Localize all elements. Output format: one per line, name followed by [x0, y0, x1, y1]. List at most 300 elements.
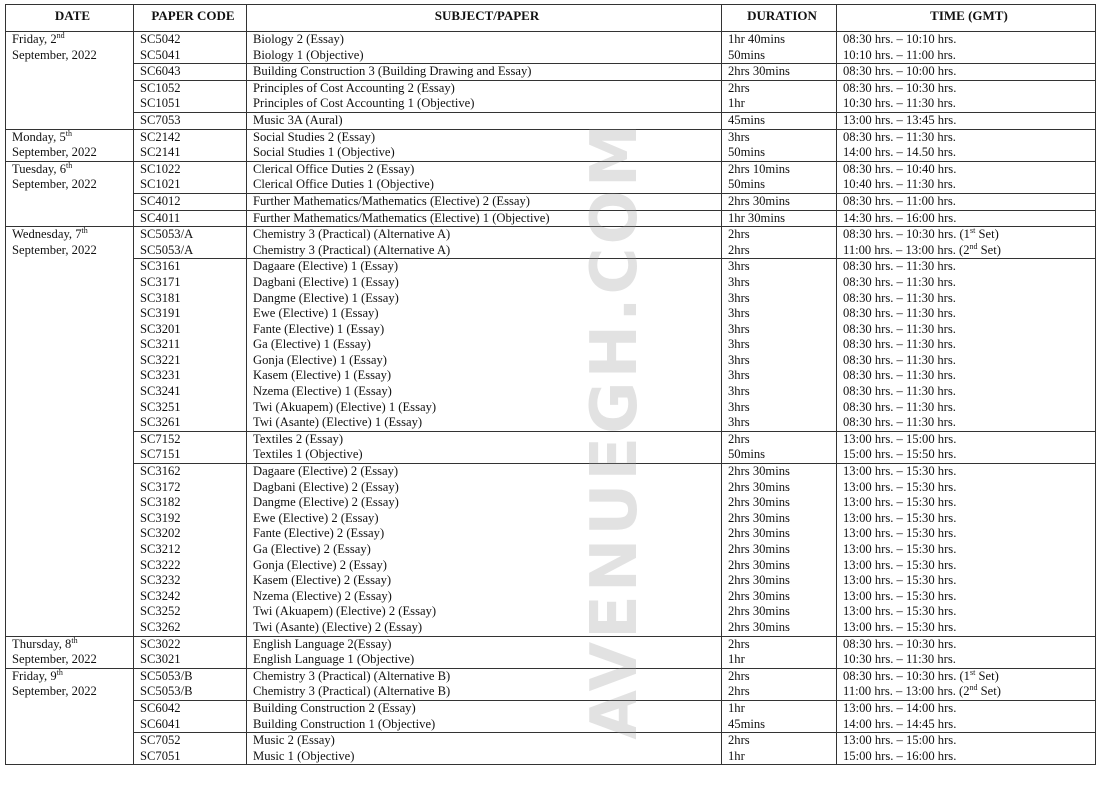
paper-code	[140, 177, 246, 193]
duration-value-text: 3hrs	[728, 259, 750, 274]
subject-name	[253, 211, 721, 227]
time-value	[843, 177, 1095, 193]
paper-code-text: SC5053/B	[140, 684, 193, 699]
subject-name	[253, 589, 721, 605]
subject-name	[253, 353, 721, 369]
time-value	[843, 480, 1095, 496]
time-value-text: 13:00 hrs. – 15:30 hrs.	[843, 510, 957, 525]
paper-code	[140, 432, 246, 448]
duration-value-text: 2hrs 30mins	[728, 495, 790, 510]
paper-code	[140, 275, 246, 291]
time-value	[843, 400, 1095, 416]
date-month-year: September, 2022	[12, 145, 97, 160]
paper-code	[140, 32, 246, 48]
paper-code	[140, 573, 246, 589]
duration-value-text: 2hrs	[728, 431, 750, 446]
time-value	[843, 604, 1095, 620]
paper-code-text: SC5053/A	[140, 242, 194, 257]
paper-code-text: SC3171	[140, 274, 181, 289]
time-cell	[837, 210, 1096, 227]
duration-value	[728, 322, 836, 338]
duration-value	[728, 542, 836, 558]
subject-cell	[247, 112, 722, 129]
duration-value	[728, 717, 836, 733]
duration-value-text: 2hrs 30mins	[728, 604, 790, 619]
duration-value	[728, 145, 836, 161]
paper-code-text: SC3242	[140, 588, 181, 603]
duration-value	[728, 353, 836, 369]
time-value-text: 08:30 hrs. – 11:30 hrs.	[843, 368, 956, 383]
paper-code	[140, 211, 246, 227]
subject-name	[253, 415, 721, 431]
subject-name-text: Further Mathematics/Mathematics (Elective) 1 (Objective)	[253, 210, 550, 225]
watermark-text: AVENUEGH.COM	[578, 120, 652, 740]
subject-name-text: Twi (Asante) (Elective) 1 (Essay)	[253, 415, 423, 430]
paper-code-cell	[134, 464, 247, 637]
duration-value	[728, 32, 836, 48]
subject-name-text: Music 2 (Essay)	[253, 733, 335, 748]
table-row	[6, 431, 1096, 463]
subject-name-text: Clerical Office Duties 2 (Essay)	[253, 161, 415, 176]
paper-code	[140, 495, 246, 511]
time-value	[843, 542, 1095, 558]
paper-code-text: SC3221	[140, 352, 181, 367]
duration-value-text: 2hrs	[728, 684, 750, 699]
date-suffix: th	[66, 161, 73, 170]
subject-name-text: Building Construction 3 (Building Drawing and Essay)	[253, 64, 532, 79]
duration-value	[728, 194, 836, 210]
time-value	[843, 733, 1095, 749]
time-value	[843, 81, 1095, 97]
date-month-year: September, 2022	[12, 47, 97, 62]
duration-value-text: 3hrs	[728, 368, 750, 383]
paper-code	[140, 337, 246, 353]
time-cell	[837, 227, 1096, 259]
time-value	[843, 447, 1095, 463]
paper-code	[140, 243, 246, 259]
time-value-text: 08:30 hrs. – 11:30 hrs.	[843, 352, 956, 367]
paper-code-cell	[134, 259, 247, 432]
subject-name-text: Twi (Akuapem) (Elective) 1 (Essay)	[253, 399, 437, 414]
duration-value-text: 3hrs	[728, 337, 750, 352]
date-month-year: September, 2022	[12, 242, 97, 257]
time-value-text: 08:30 hrs. – 11:30 hrs.	[843, 399, 956, 414]
paper-code-text: SC3241	[140, 384, 181, 399]
duration-value	[728, 432, 836, 448]
time-value	[843, 464, 1095, 480]
time-cell	[837, 80, 1096, 112]
subject-cell	[247, 700, 722, 732]
table-row	[6, 464, 1096, 637]
duration-value	[728, 81, 836, 97]
duration-value	[728, 243, 836, 259]
table-row	[6, 129, 1096, 161]
subject-name-text: Building Construction 2 (Essay)	[253, 700, 416, 715]
time-value-text: 11:00 hrs. – 13:00 hrs. (2	[843, 684, 970, 699]
subject-name-text: Ga (Elective) 2 (Essay)	[253, 542, 371, 556]
time-value	[843, 669, 1095, 685]
duration-cell	[722, 64, 837, 81]
duration-cell	[722, 464, 837, 637]
subject-name-text: Textiles 1 (Objective)	[253, 447, 363, 462]
duration-value-text: 2hrs	[728, 227, 750, 242]
time-value	[843, 495, 1095, 511]
time-value-text: 10:30 hrs. – 11:30 hrs.	[843, 652, 956, 667]
time-value-text: 11:00 hrs. – 13:00 hrs. (2	[843, 242, 970, 257]
header-date: DATE	[6, 5, 134, 32]
paper-code-cell	[134, 431, 247, 463]
duration-value-text: 3hrs	[728, 415, 750, 430]
time-value	[843, 306, 1095, 322]
duration-value-text: 3hrs	[728, 306, 750, 321]
paper-code-cell	[134, 668, 247, 700]
subject-name-text: Dangme (Elective) 1 (Essay)	[253, 290, 399, 305]
duration-value-text: 1hr	[728, 748, 745, 763]
date-cell	[6, 668, 134, 765]
subject-name	[253, 480, 721, 496]
paper-code	[140, 669, 246, 685]
date-cell	[6, 227, 134, 636]
subject-name	[253, 194, 721, 210]
table-row	[6, 161, 1096, 193]
paper-code	[140, 306, 246, 322]
paper-code-text: SC3192	[140, 510, 181, 525]
subject-name	[253, 291, 721, 307]
subject-name	[253, 96, 721, 112]
paper-code-text: SC7151	[140, 447, 181, 462]
duration-value-text: 2hrs 30mins	[728, 619, 790, 634]
time-value-text: 08:30 hrs. – 11:30 hrs.	[843, 384, 956, 399]
duration-value-text: 2hrs 10mins	[728, 161, 790, 176]
duration-cell	[722, 227, 837, 259]
time-value	[843, 64, 1095, 80]
table-row	[6, 668, 1096, 700]
time-value-text: 13:00 hrs. – 15:30 hrs.	[843, 495, 957, 510]
paper-code-text: SC1051	[140, 96, 181, 111]
paper-code-text: SC1021	[140, 177, 181, 192]
duration-value	[728, 589, 836, 605]
subject-name	[253, 749, 721, 765]
subject-name	[253, 275, 721, 291]
time-value-text: 10:40 hrs. – 11:30 hrs.	[843, 177, 956, 192]
table-row	[6, 193, 1096, 210]
time-value	[843, 96, 1095, 112]
time-value-text: 14:30 hrs. – 16:00 hrs.	[843, 210, 957, 225]
subject-name	[253, 558, 721, 574]
paper-code-text: SC3261	[140, 415, 181, 430]
time-value	[843, 368, 1095, 384]
paper-code-text: SC2141	[140, 145, 181, 160]
table-row	[6, 80, 1096, 112]
subject-name-text: Twi (Asante) (Elective) 2 (Essay)	[253, 619, 423, 634]
subject-name-text: English Language 1 (Objective)	[253, 652, 415, 667]
duration-value-text: 2hrs 30mins	[728, 510, 790, 525]
paper-code-cell	[134, 161, 247, 193]
paper-code-text: SC3212	[140, 542, 181, 556]
duration-value-text: 50mins	[728, 177, 766, 192]
time-value	[843, 130, 1095, 146]
time-value	[843, 717, 1095, 733]
subject-name-text: Dagbani (Elective) 1 (Essay)	[253, 274, 399, 289]
duration-value-text: 3hrs	[728, 274, 750, 289]
duration-value	[728, 652, 836, 668]
duration-value	[728, 526, 836, 542]
paper-code	[140, 415, 246, 431]
date-line	[12, 227, 133, 243]
time-cell	[837, 129, 1096, 161]
paper-code	[140, 749, 246, 765]
set-ordinal-suffix: st	[969, 226, 976, 235]
time-value	[843, 749, 1095, 765]
subject-name-text: Nzema (Elective) 1 (Essay)	[253, 384, 392, 399]
subject-name-text: Chemistry 3 (Practical) (Alternative A)	[253, 242, 451, 257]
paper-code-text: SC3232	[140, 573, 181, 588]
paper-code-text: SC5042	[140, 32, 181, 46]
time-value	[843, 275, 1095, 291]
duration-value	[728, 162, 836, 178]
paper-code-text: SC3252	[140, 604, 181, 619]
subject-name	[253, 64, 721, 80]
duration-value	[728, 291, 836, 307]
duration-value-text: 3hrs	[728, 399, 750, 414]
subject-name	[253, 701, 721, 717]
paper-code-text: SC7052	[140, 733, 181, 748]
subject-name	[253, 717, 721, 733]
subject-name	[253, 227, 721, 243]
table-row	[6, 259, 1096, 432]
date-day: Tuesday, 6	[12, 161, 66, 176]
subject-cell	[247, 210, 722, 227]
date-month-year: September, 2022	[12, 177, 97, 192]
paper-code	[140, 322, 246, 338]
subject-name-text: Twi (Akuapem) (Elective) 2 (Essay)	[253, 604, 437, 619]
duration-value	[728, 684, 836, 700]
paper-code-text: SC3021	[140, 652, 181, 667]
paper-code-cell	[134, 700, 247, 732]
time-value-text: 10:10 hrs. – 11:00 hrs.	[843, 47, 956, 62]
header-subject-paper: SUBJECT/PAPER	[247, 5, 722, 32]
subject-name	[253, 113, 721, 129]
duration-value-text: 1hr	[728, 700, 745, 715]
time-value	[843, 259, 1095, 275]
subject-name-text: Chemistry 3 (Practical) (Alternative B)	[253, 684, 451, 699]
duration-value-text: 50mins	[728, 145, 766, 160]
paper-code	[140, 447, 246, 463]
date-day: Friday, 2	[12, 32, 57, 46]
paper-code	[140, 701, 246, 717]
paper-code	[140, 64, 246, 80]
paper-code-cell	[134, 64, 247, 81]
duration-value-text: 3hrs	[728, 321, 750, 336]
subject-name-text: Dagaare (Elective) 2 (Essay)	[253, 464, 399, 479]
duration-value-text: 3hrs	[728, 384, 750, 399]
header-time: TIME (GMT)	[837, 5, 1096, 32]
time-value-text: 08:30 hrs. – 11:30 hrs.	[843, 415, 956, 430]
duration-value-text: 2hrs 30mins	[728, 526, 790, 541]
duration-value-text: 2hrs 30mins	[728, 193, 790, 208]
time-value	[843, 337, 1095, 353]
time-value-text: 14:00 hrs. – 14:45 hrs.	[843, 716, 957, 731]
time-value-text: 08:30 hrs. – 10:40 hrs.	[843, 161, 957, 176]
duration-value-text: 2hrs	[728, 636, 750, 651]
duration-value	[728, 464, 836, 480]
exam-timetable	[5, 4, 1096, 765]
subject-name-text: English Language 2(Essay)	[253, 636, 392, 651]
time-cell	[837, 32, 1096, 64]
subject-name-text: Gonja (Elective) 2 (Essay)	[253, 557, 387, 572]
time-value-text: 08:30 hrs. – 11:30 hrs.	[843, 306, 956, 321]
date-day: Thursday, 8	[12, 636, 72, 651]
date-month-year: September, 2022	[12, 652, 97, 667]
time-value	[843, 32, 1095, 48]
duration-value-text: 2hrs 30mins	[728, 464, 790, 479]
subject-name-text: Social Studies 1 (Objective)	[253, 145, 395, 160]
time-value-text: 13:00 hrs. – 13:45 hrs.	[843, 112, 957, 127]
duration-value	[728, 701, 836, 717]
paper-code	[140, 368, 246, 384]
time-value-text: 08:30 hrs. – 11:30 hrs.	[843, 321, 956, 336]
time-value-text: 13:00 hrs. – 14:00 hrs.	[843, 700, 957, 715]
subject-name-text: Biology 1 (Objective)	[253, 47, 364, 62]
subject-name-text: Gonja (Elective) 1 (Essay)	[253, 352, 387, 367]
duration-value	[728, 130, 836, 146]
paper-code	[140, 162, 246, 178]
paper-code-cell	[134, 636, 247, 668]
duration-value-text: 1hr	[728, 652, 745, 667]
subject-name	[253, 162, 721, 178]
subject-name-text: Ewe (Elective) 2 (Essay)	[253, 510, 379, 525]
paper-code-text: SC1022	[140, 161, 181, 176]
subject-name	[253, 145, 721, 161]
time-cell	[837, 464, 1096, 637]
paper-code	[140, 542, 246, 558]
time-cell	[837, 259, 1096, 432]
duration-value	[728, 64, 836, 80]
paper-code-text: SC3251	[140, 399, 181, 414]
table-body	[6, 32, 1096, 765]
subject-name-text: Dangme (Elective) 2 (Essay)	[253, 495, 399, 510]
header-row	[6, 5, 1096, 32]
subject-name	[253, 684, 721, 700]
duration-value	[728, 495, 836, 511]
time-value-text: 13:00 hrs. – 15:30 hrs.	[843, 526, 957, 541]
date-cell	[6, 129, 134, 161]
paper-code	[140, 464, 246, 480]
subject-name	[253, 573, 721, 589]
time-value-text: 08:30 hrs. – 10:30 hrs. (1	[843, 668, 970, 683]
paper-code-text: SC4012	[140, 193, 181, 208]
paper-code	[140, 400, 246, 416]
time-value	[843, 243, 1095, 259]
subject-cell	[247, 64, 722, 81]
date-cell	[6, 32, 134, 130]
subject-name-text: Music 3A (Aural)	[253, 112, 343, 127]
paper-code-text: SC3202	[140, 526, 181, 541]
time-value-text: 08:30 hrs. – 11:30 hrs.	[843, 337, 956, 352]
duration-cell	[722, 636, 837, 668]
paper-code-text: SC4011	[140, 210, 181, 225]
duration-value-text: 2hrs	[728, 80, 750, 95]
time-cell	[837, 431, 1096, 463]
duration-value-text: 3hrs	[728, 290, 750, 305]
date-suffix: th	[65, 129, 72, 138]
subject-name-text: Dagbani (Elective) 2 (Essay)	[253, 479, 399, 494]
subject-name	[253, 495, 721, 511]
paper-code-cell	[134, 227, 247, 259]
paper-code-text: SC3172	[140, 479, 181, 494]
subject-name	[253, 604, 721, 620]
duration-value	[728, 637, 836, 653]
paper-code-text: SC3022	[140, 636, 181, 651]
table-row	[6, 733, 1096, 765]
duration-value	[728, 259, 836, 275]
subject-name-text: Principles of Cost Accounting 2 (Essay)	[253, 80, 455, 95]
time-value-text: 08:30 hrs. – 11:30 hrs.	[843, 129, 956, 144]
time-value-text: 15:00 hrs. – 15:50 hrs.	[843, 447, 957, 462]
time-value-text: 08:30 hrs. – 11:30 hrs.	[843, 290, 956, 305]
date-line	[12, 32, 133, 48]
subject-name-text: Chemistry 3 (Practical) (Alternative A)	[253, 227, 451, 242]
time-value	[843, 211, 1095, 227]
header-paper-code: PAPER CODE	[134, 5, 247, 32]
paper-code	[140, 353, 246, 369]
duration-value	[728, 368, 836, 384]
time-value-text: 13:00 hrs. – 15:00 hrs.	[843, 431, 957, 446]
date-day: Friday, 9	[12, 668, 57, 683]
subject-name	[253, 130, 721, 146]
paper-code-text: SC6043	[140, 64, 181, 79]
subject-name	[253, 511, 721, 527]
subject-name-text: Fante (Elective) 2 (Essay)	[253, 526, 385, 541]
date-suffix: th	[81, 226, 88, 235]
time-value	[843, 558, 1095, 574]
paper-code-text: SC6042	[140, 700, 181, 715]
subject-name	[253, 368, 721, 384]
duration-value-text: 45mins	[728, 716, 766, 731]
subject-name	[253, 384, 721, 400]
time-value	[843, 194, 1095, 210]
time-value-text: 13:00 hrs. – 15:30 hrs.	[843, 479, 957, 494]
set-ordinal-suffix: st	[969, 668, 976, 677]
time-cell	[837, 64, 1096, 81]
subject-name	[253, 464, 721, 480]
duration-value	[728, 733, 836, 749]
subject-cell	[247, 80, 722, 112]
time-value	[843, 353, 1095, 369]
subject-cell	[247, 431, 722, 463]
paper-code-cell	[134, 733, 247, 765]
subject-name	[253, 637, 721, 653]
duration-cell	[722, 259, 837, 432]
time-value-text: 15:00 hrs. – 16:00 hrs.	[843, 748, 957, 763]
date-cell	[6, 636, 134, 668]
date-suffix: th	[56, 668, 63, 677]
subject-name-text: Chemistry 3 (Practical) (Alternative B)	[253, 668, 451, 683]
subject-name	[253, 652, 721, 668]
paper-code	[140, 145, 246, 161]
duration-value	[728, 400, 836, 416]
time-value	[843, 162, 1095, 178]
duration-value	[728, 749, 836, 765]
date-line	[12, 162, 133, 178]
time-value-text: 08:30 hrs. – 11:30 hrs.	[843, 259, 956, 274]
time-value-text: 08:30 hrs. – 10:10 hrs.	[843, 32, 957, 46]
duration-value	[728, 573, 836, 589]
subject-name-text: Kasem (Elective) 2 (Essay)	[253, 573, 392, 588]
duration-value	[728, 96, 836, 112]
subject-cell	[247, 636, 722, 668]
paper-code-text: SC3231	[140, 368, 181, 383]
